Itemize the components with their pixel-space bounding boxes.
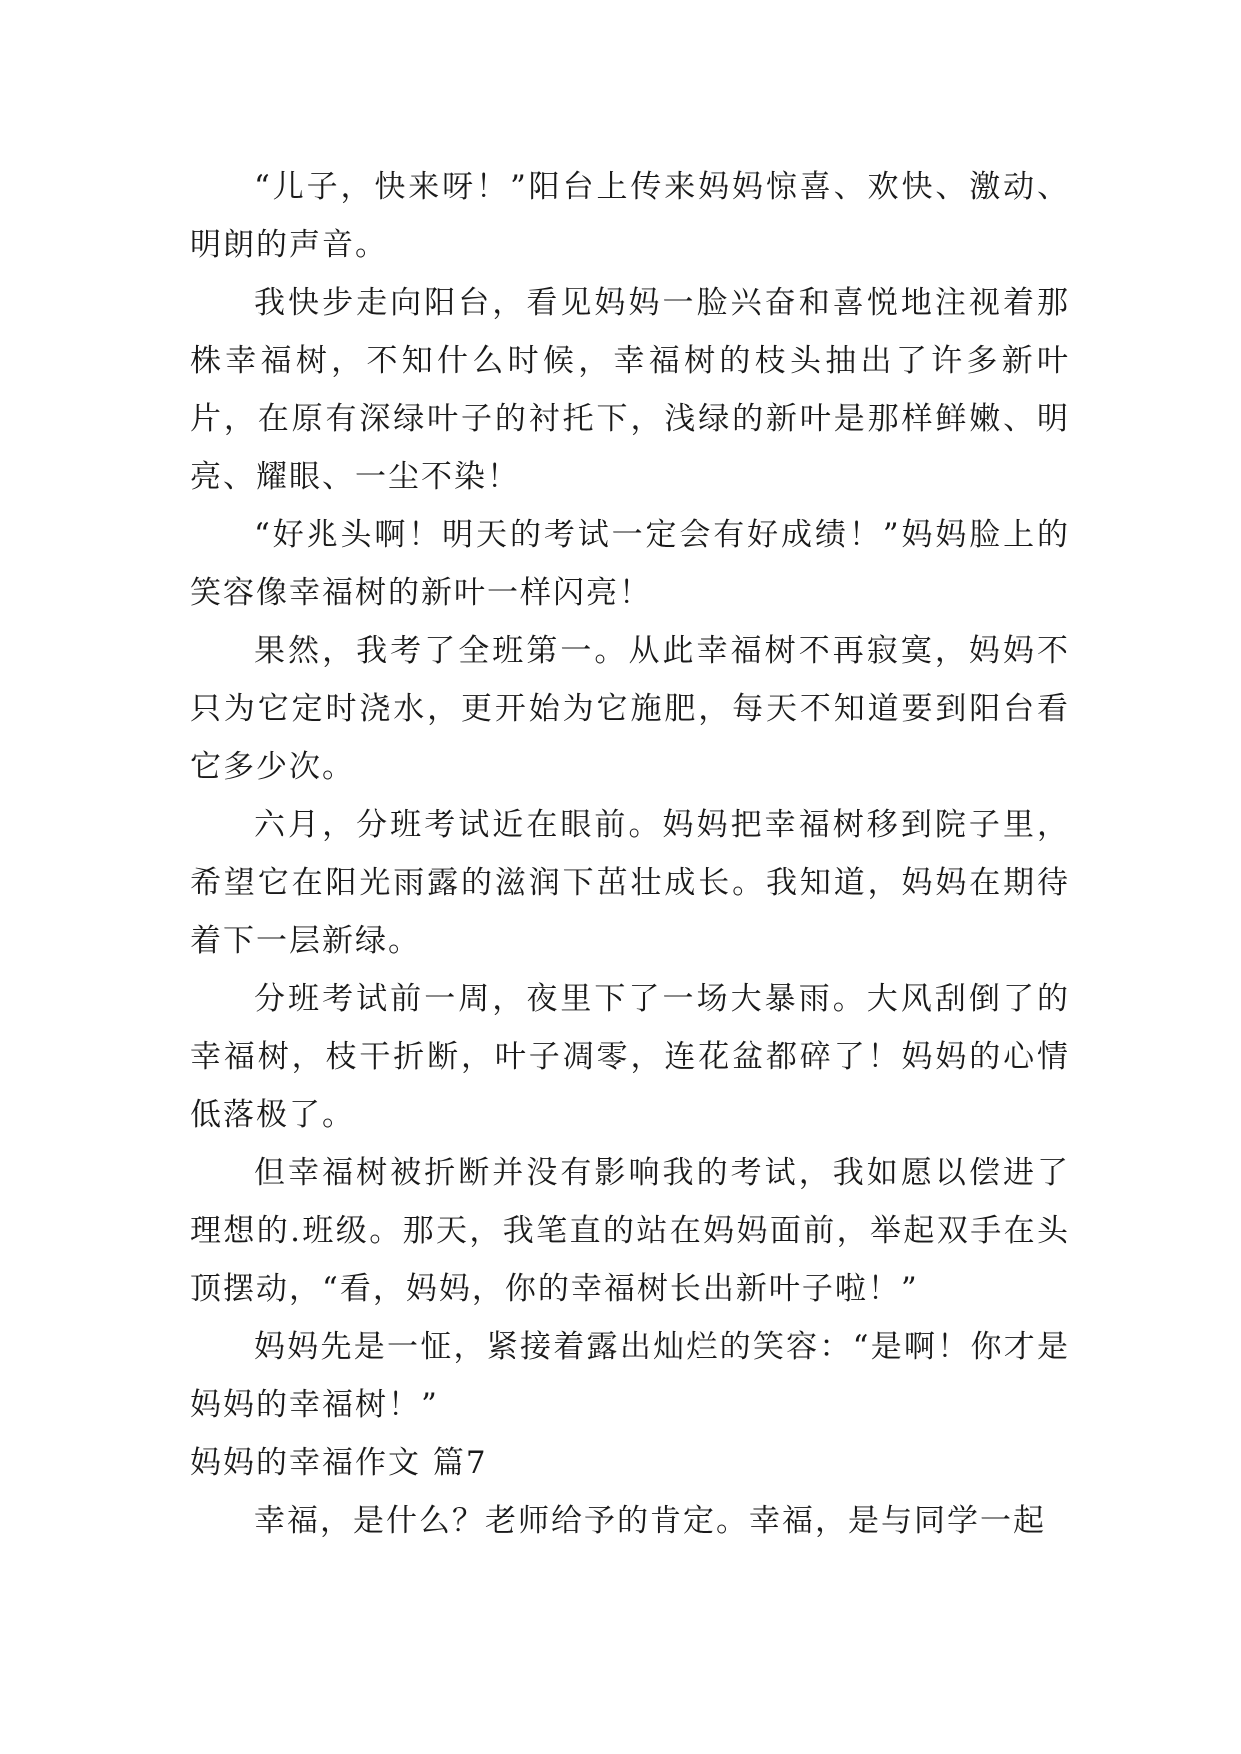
section-heading: 妈妈的幸福作文 篇7 [190,1445,488,1481]
paragraph: 妈妈先是一怔，紧接着露出灿烂的笑容：“是啊！你才是妈妈的幸福树！” [190,1329,1070,1423]
paragraph: 幸福，是什么？老师给予的肯定。幸福，是与同学一起 [254,1503,1046,1539]
paragraph: 六月，分班考试近在眼前。妈妈把幸福树移到院子里，希望它在阳光雨露的滋润下茁壮成长。我知道，妈妈在期待着下一层新绿。 [190,807,1070,959]
paragraph: “儿子，快来呀！”阳台上传来妈妈惊喜、欢快、激动、明朗的声音。 [190,169,1070,263]
document-body [190,158,1070,1550]
paragraph: 分班考试前一周，夜里下了一场大暴雨。大风刮倒了的幸福树，枝干折断，叶子凋零，连花盆都碎了！妈妈的心情低落极了。 [190,981,1070,1133]
paragraph: “好兆头啊！明天的考试一定会有好成绩！”妈妈脸上的笑容像幸福树的新叶一样闪亮！ [190,517,1070,611]
paragraph: 果然，我考了全班第一。从此幸福树不再寂寞，妈妈不只为它定时浇水，更开始为它施肥，每天不知道要到阳台看它多少次。 [190,633,1070,785]
paragraph: 但幸福树被折断并没有影响我的考试，我如愿以偿进了理想的.班级。那天，我笔直的站在妈妈面前，举起双手在头顶摆动，“看，妈妈，你的幸福树长出新叶子啦！” [190,1155,1070,1307]
paragraph: 我快步走向阳台，看见妈妈一脸兴奋和喜悦地注视着那株幸福树，不知什么时候，幸福树的枝头抽出了许多新叶片，在原有深绿叶子的衬托下，浅绿的新叶是那样鲜嫩、明亮、耀眼、一尘不染！ [190,285,1070,495]
